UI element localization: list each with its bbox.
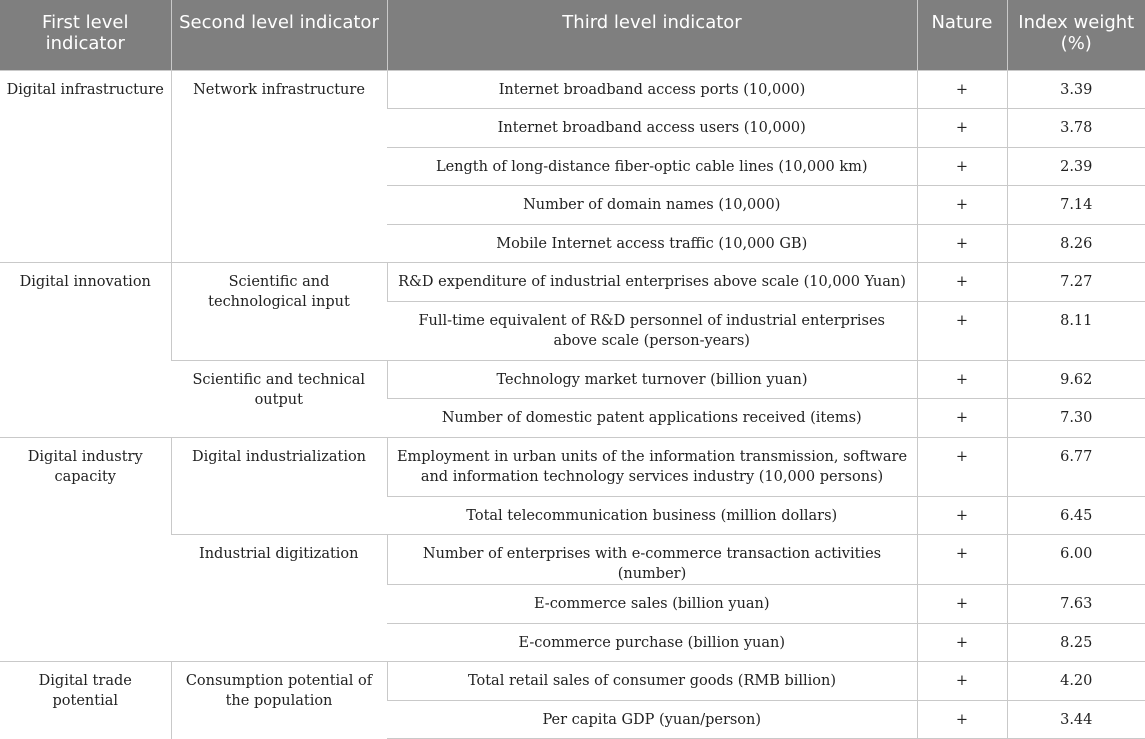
header-first-level: First level indicator xyxy=(0,0,171,70)
nature-cell: + xyxy=(917,224,1007,263)
first-level-cell: Digital trade potential xyxy=(0,662,171,739)
weight-cell: 2.39 xyxy=(1007,147,1145,186)
second-level-cell: Scientific and technological input xyxy=(171,263,387,361)
nature-cell: + xyxy=(917,535,1007,585)
table-body xyxy=(0,70,1145,739)
weight-cell: 9.62 xyxy=(1007,360,1145,399)
table-row xyxy=(0,535,1145,585)
third-level-cell: Internet broadband access ports (10,000) xyxy=(387,70,917,109)
nature-cell: + xyxy=(917,399,1007,438)
nature-cell: + xyxy=(917,186,1007,225)
third-level-cell: Number of enterprises with e-commerce transaction activities (number) xyxy=(387,535,917,585)
weight-cell: 8.26 xyxy=(1007,224,1145,263)
nature-cell: + xyxy=(917,360,1007,399)
weight-cell: 7.63 xyxy=(1007,585,1145,624)
second-level-cell: Consumption potential of the population xyxy=(171,662,387,739)
header-third-level: Third level indicator xyxy=(387,0,917,70)
weight-cell: 7.30 xyxy=(1007,399,1145,438)
second-level-cell: Industrial digitization xyxy=(171,535,387,662)
nature-cell: + xyxy=(917,70,1007,109)
header-nature: Nature xyxy=(917,0,1007,70)
second-level-cell: Digital industrialization xyxy=(171,437,387,535)
first-level-cell: Digital innovation xyxy=(0,263,171,438)
nature-cell: + xyxy=(917,623,1007,662)
weight-cell: 3.44 xyxy=(1007,700,1145,739)
third-level-cell: Number of domain names (10,000) xyxy=(387,186,917,225)
nature-cell: + xyxy=(917,662,1007,701)
third-level-cell: Number of domestic patent applications received (items) xyxy=(387,399,917,438)
nature-cell: + xyxy=(917,263,1007,302)
third-level-cell: Total retail sales of consumer goods (RMB billion) xyxy=(387,662,917,701)
weight-cell: 8.11 xyxy=(1007,301,1145,360)
nature-cell: + xyxy=(917,700,1007,739)
table-row xyxy=(0,437,1145,496)
weight-cell: 6.45 xyxy=(1007,496,1145,535)
third-level-cell: Per capita GDP (yuan/person) xyxy=(387,700,917,739)
third-level-cell: Full-time equivalent of R&D personnel of industrial enterprises above scale (person-years) xyxy=(387,301,917,360)
header-second-level: Second level indicator xyxy=(171,0,387,70)
third-level-cell: R&D expenditure of industrial enterprises above scale (10,000 Yuan) xyxy=(387,263,917,302)
weight-cell: 8.25 xyxy=(1007,623,1145,662)
nature-cell: + xyxy=(917,437,1007,496)
third-level-cell: Employment in urban units of the information transmission, software and information technology services industry (10,000 persons) xyxy=(387,437,917,496)
table-row xyxy=(0,70,1145,109)
first-level-cell: Digital infrastructure xyxy=(0,70,171,263)
weight-cell: 7.27 xyxy=(1007,263,1145,302)
weight-cell: 6.00 xyxy=(1007,535,1145,585)
third-level-cell: Mobile Internet access traffic (10,000 GB) xyxy=(387,224,917,263)
weight-cell: 4.20 xyxy=(1007,662,1145,701)
first-level-cell: Digital industry capacity xyxy=(0,437,171,662)
second-level-cell: Scientific and technical output xyxy=(171,360,387,437)
nature-cell: + xyxy=(917,496,1007,535)
header-index-weight: Index weight (%) xyxy=(1007,0,1145,70)
third-level-cell: E-commerce purchase (billion yuan) xyxy=(387,623,917,662)
third-level-cell: Technology market turnover (billion yuan) xyxy=(387,360,917,399)
third-level-cell: Length of long-distance fiber-optic cable lines (10,000 km) xyxy=(387,147,917,186)
third-level-cell: Internet broadband access users (10,000) xyxy=(387,109,917,148)
nature-cell: + xyxy=(917,147,1007,186)
table-header xyxy=(0,0,1145,70)
nature-cell: + xyxy=(917,301,1007,360)
table-row xyxy=(0,360,1145,399)
third-level-cell: Total telecommunication business (million dollars) xyxy=(387,496,917,535)
weight-cell: 3.78 xyxy=(1007,109,1145,148)
second-level-cell: Network infrastructure xyxy=(171,70,387,263)
weight-cell: 7.14 xyxy=(1007,186,1145,225)
table-row xyxy=(0,662,1145,701)
nature-cell: + xyxy=(917,109,1007,148)
weight-cell: 3.39 xyxy=(1007,70,1145,109)
third-level-cell: E-commerce sales (billion yuan) xyxy=(387,585,917,624)
weight-cell: 6.77 xyxy=(1007,437,1145,496)
table-row xyxy=(0,263,1145,302)
nature-cell: + xyxy=(917,585,1007,624)
